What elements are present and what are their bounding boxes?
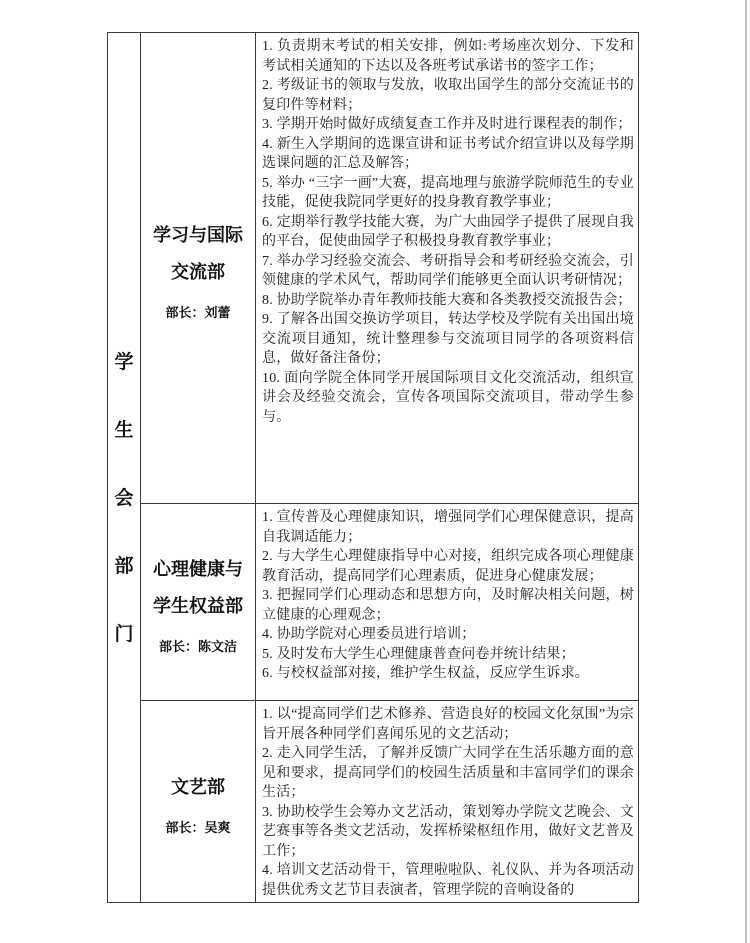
category-char: 会 (114, 487, 134, 509)
duty-item: 1. 以“提高同学们艺术修养、营造良好的校园文化氛围”为宗旨开展各种同学们喜闻乐见的文艺活动； (262, 707, 634, 742)
duty-item: 6. 定期举行教学技能大赛，为广大曲园学子提供了展现自我的平台，促使曲园学子积极投身教育教学事业； (262, 214, 634, 249)
duty-item: 5. 举办 “三字一画”大赛，提高地理与旅游学院师范生的专业技能，促使我院同学更好的投身教育教学事业； (262, 175, 634, 210)
duty-item: 4. 协助学院对心理委员进行培训； (262, 627, 476, 642)
duty-item: 3. 把握同学们心理动态和思想方向，及时解决相关问题，树立健康的心理观念； (262, 588, 634, 623)
duty-item: 2. 走入同学生活，了解并反馈广大同学在生活乐趣方面的意见和要求，提高同学们的校园生活质量和丰富同学们的课余生活； (262, 746, 634, 800)
department-name (153, 551, 243, 625)
duty-item: 1. 宣传普及心理健康知识，增强同学们心理保健意识，提高自我调适能力； (262, 510, 634, 545)
category-char: 门 (114, 623, 134, 645)
table-row-arts (141, 701, 638, 902)
department-duties-cell (256, 33, 638, 503)
duty-item: 6. 与校权益部对接，维护学生权益，反应学生诉求。 (262, 666, 589, 681)
department-name-cell (141, 701, 256, 902)
duty-item: 4. 培训文艺活动骨干，管理啦啦队、礼仪队、并为各项活动提供优秀文艺节目表演者，管理学院的音响设备的 (262, 863, 634, 898)
table-row-mental-health-rights (141, 504, 638, 701)
department-name-line: 学习与国际 (153, 224, 243, 245)
duty-item: 3. 学期开始时做好成绩复查工作并及时进行课程表的制作； (262, 117, 632, 132)
department-name (171, 769, 225, 806)
category-char: 部 (114, 555, 134, 577)
department-name-line: 心理健康与 (153, 558, 243, 579)
department-name-cell (141, 33, 256, 503)
department-name (153, 217, 243, 291)
department-name-cell (141, 504, 256, 700)
department-leader: 部长：刘蕾 (165, 304, 231, 320)
page-edge-line (745, 0, 747, 943)
category-char: 学 (114, 351, 134, 373)
department-duties-cell (256, 701, 638, 902)
duty-item: 7. 举办学习经验交流会、考研指导会和考研经验交流会，引领健康的学术风气，帮助同学们能够更全面认识考研情况； (262, 253, 634, 288)
category-char: 生 (114, 419, 134, 441)
duty-item: 4. 新生入学期间的选课宣讲和证书考试介绍宣讲以及每学期选课问题的汇总及解答； (262, 136, 634, 171)
department-name-line: 交流部 (171, 261, 225, 282)
table-rows (141, 33, 638, 902)
department-name-line: 学生权益部 (153, 595, 243, 616)
duty-item: 10. 面向学院全体同学开展国际项目文化交流活动，组织宣讲会及经验交流会，宣传各项国际交流项目，带动学生参与。 (262, 370, 634, 425)
duty-item: 1. 负责期末考试的相关安排，例如:考场座次划分、下发和考试相关通知的下达以及各班考试承诺书的签字工作； (262, 39, 634, 74)
department-name-line: 文艺部 (171, 776, 225, 797)
duty-item: 8. 协助学院举办青年教师技能大赛和各类教授交流报告会； (262, 292, 632, 308)
department-duties-cell (256, 504, 638, 700)
department-leader: 部长：陈文洁 (158, 638, 237, 654)
duty-item: 2. 考级证书的领取与发放，收取出国学生的部分交流证书的复印件等材料； (262, 78, 634, 113)
table-row-study-international-exchange (141, 33, 638, 504)
duty-item: 9. 了解各出国交换访学项目，转达学校及学院有关出国出境交流项目通知，统计整理参与交流项目同学的各项资料信息，做好备注备份； (262, 312, 634, 366)
duty-item: 3. 协助校学生会筹办文艺活动，策划筹办学院文艺晚会、文艺赛事等各类文艺活动，发挥桥梁枢纽作用，做好文艺普及工作； (262, 804, 634, 859)
department-leader: 部长：吴爽 (165, 819, 231, 835)
vertical-category-title (108, 33, 141, 902)
duty-item: 5. 及时发布大学生心理健康普查问卷并统计结果； (262, 646, 575, 662)
duty-item: 2. 与大学生心理健康指导中心对接，组织完成各项心理健康教育活动，提高同学们心理素质，促进身心健康发展； (262, 549, 634, 584)
student-union-departments-table (107, 32, 639, 903)
